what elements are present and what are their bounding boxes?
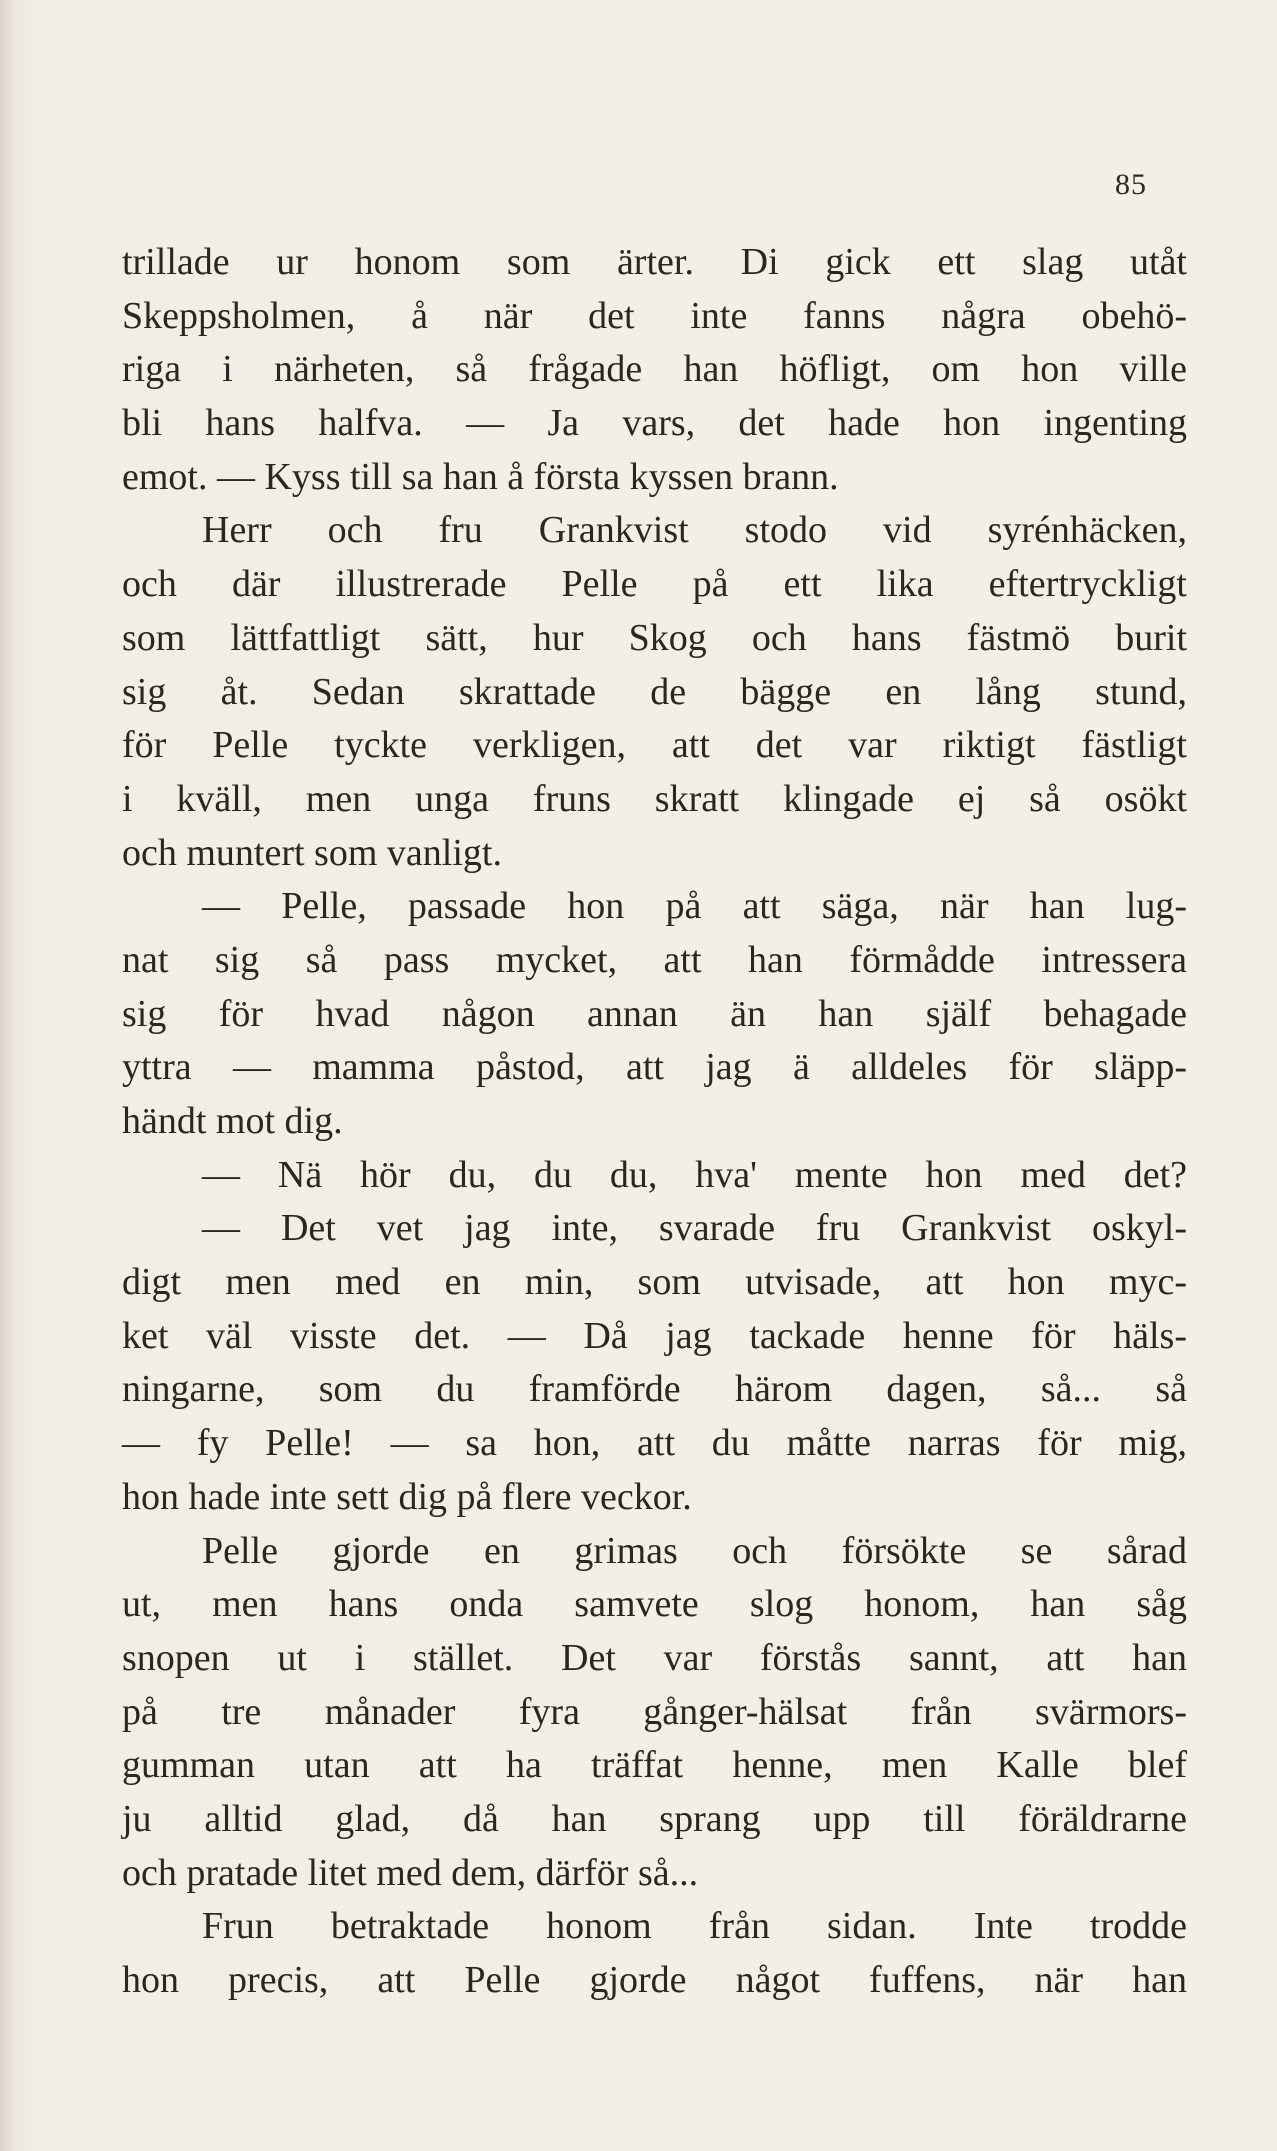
text-line: hon hade inte sett dig på flere veckor. (122, 1475, 692, 1518)
text-line: digt men med en min, som utvisade, att hon myc- (122, 1261, 1187, 1304)
text-line: sig för hvad någon annan än han själf behagade (122, 992, 1187, 1035)
text-line: — Pelle, passade hon på att säga, när han lug- (202, 885, 1187, 928)
text-line: och där illustrerade Pelle på ett lika eftertryckligt (122, 563, 1187, 606)
text-line: Skeppsholmen, å när det inte fanns några obehö- (122, 294, 1187, 337)
text-line: på tre månader fyra gånger-hälsat från svärmors- (122, 1690, 1187, 1733)
text-line: och muntert som vanligt. (122, 831, 502, 874)
text-line: ju alltid glad, då han sprang upp till föräldrarne (122, 1797, 1187, 1840)
text-line: snopen ut i stället. Det var förstås sannt, att han (122, 1636, 1187, 1679)
text-line: nat sig så pass mycket, att han förmådde intressera (122, 938, 1187, 981)
text-line: ut, men hans onda samvete slog honom, han såg (122, 1583, 1187, 1626)
text-line: trillade ur honom som ärter. Di gick ett slag utåt (122, 241, 1187, 283)
text-line: — Nä hör du, du du, hva' mente hon med det? (202, 1153, 1187, 1196)
text-line: Herr och fru Grankvist stodo vid syrénhäcken, (202, 509, 1187, 552)
text-line: Pelle gjorde en grimas och försökte se sårad (202, 1529, 1187, 1572)
text-line: gumman utan att ha träffat henne, men Kalle blef (122, 1744, 1187, 1787)
text-line: händt mot dig. (122, 1100, 343, 1142)
text-line: ningarne, som du framförde härom dagen, så... så (122, 1368, 1187, 1411)
text-line: Frun betraktade honom från sidan. Inte trodde (202, 1905, 1187, 1948)
text-line: — Det vet jag inte, svarade fru Grankvist oskyl- (202, 1207, 1187, 1250)
text-line: sig åt. Sedan skrattade de bägge en lång stund, (122, 670, 1187, 713)
text-line: och pratade litet med dem, därför så... (122, 1851, 699, 1894)
text-line: ket väl visste det. — Då jag tackade henne för häls- (122, 1314, 1187, 1357)
text-line: som lättfattligt sätt, hur Skog och hans fästmö burit (122, 616, 1187, 659)
text-line: hon precis, att Pelle gjorde något fuffens, när han (122, 1959, 1187, 2001)
body-text (122, 236, 1187, 2008)
text-line: riga i närheten, så frågade han höfligt, om hon ville (122, 348, 1187, 391)
text-line: i kväll, men unga fruns skratt klingade ej så osökt (122, 777, 1187, 820)
text-line: yttra — mamma påstod, att jag ä alldeles för släpp- (122, 1046, 1187, 1089)
text-line: — fy Pelle! — sa hon, att du måtte narras för mig, (122, 1422, 1187, 1465)
text-line: bli hans halfva. — Ja vars, det hade hon ingenting (122, 402, 1187, 445)
text-line: för Pelle tyckte verkligen, att det var riktigt fästligt (122, 724, 1187, 767)
text-line: emot. — Kyss till sa han å första kyssen brann. (122, 455, 839, 498)
page-number: 85 (1115, 168, 1147, 201)
